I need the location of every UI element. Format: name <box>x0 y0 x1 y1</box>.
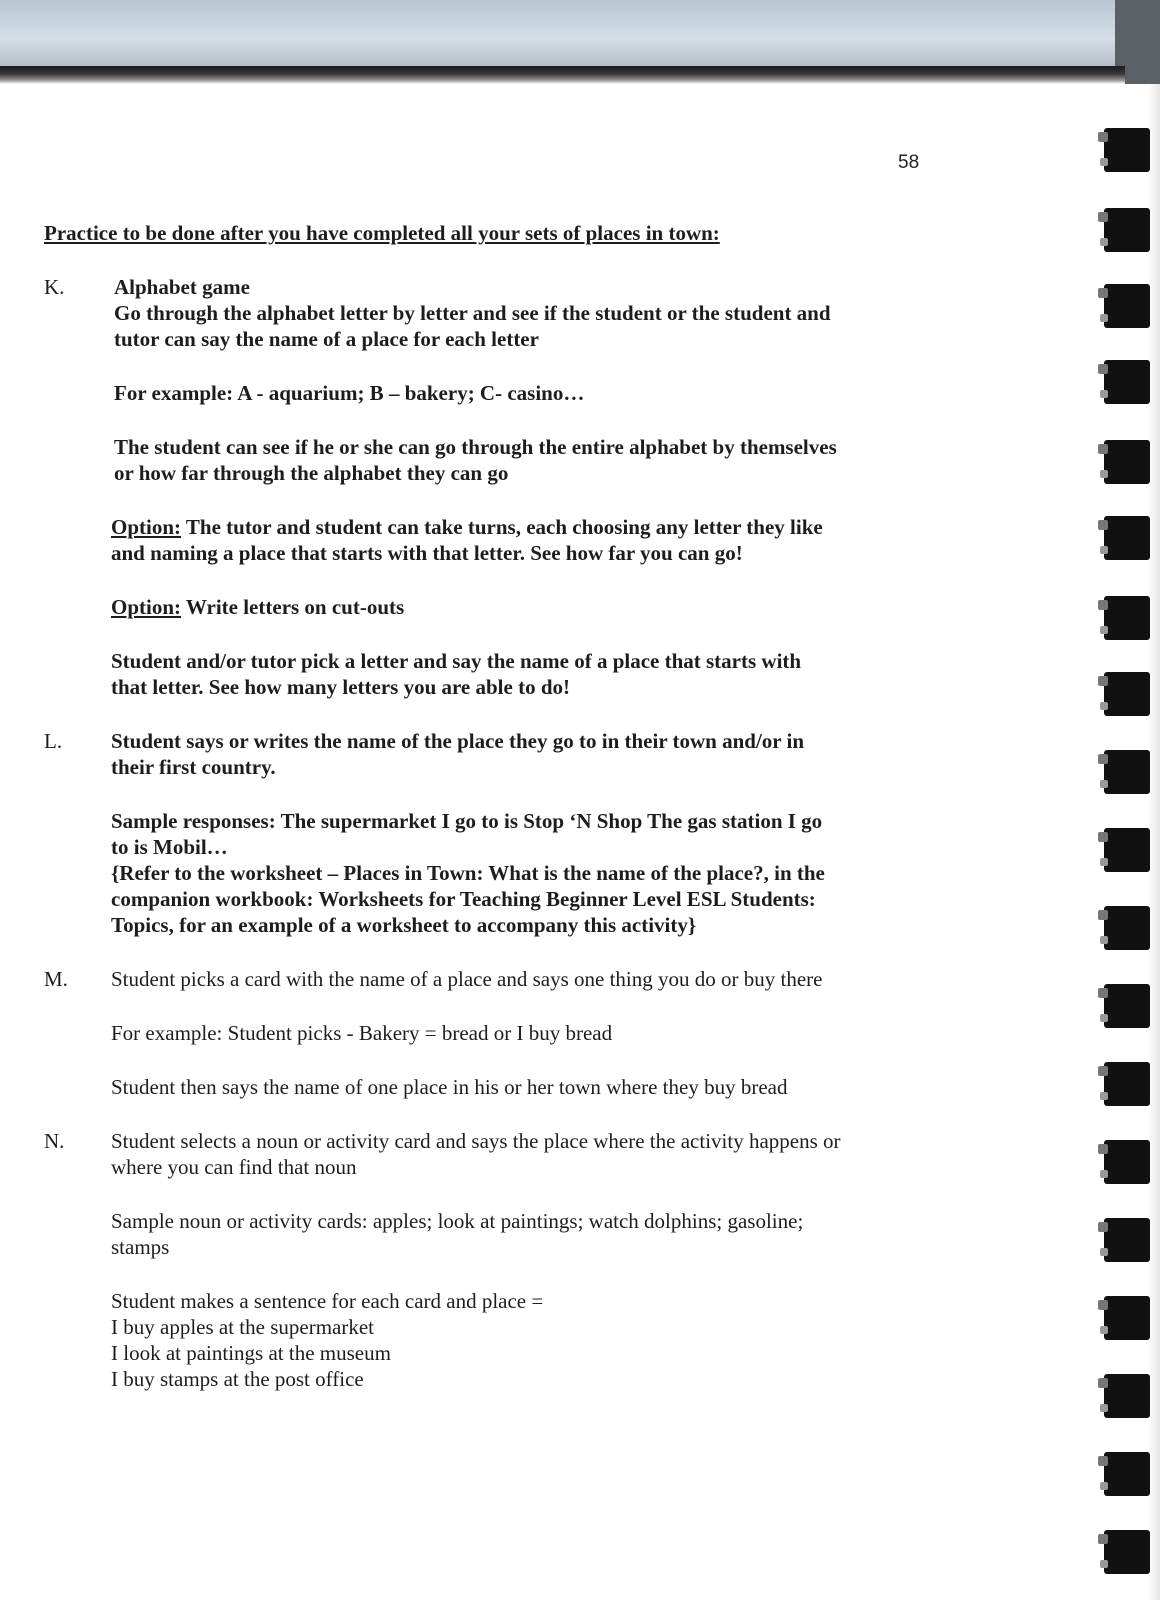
item-marker-l: L. <box>44 729 63 753</box>
item-l-refer: companion workbook: Worksheets for Teaching Beginner Level ESL Students: <box>111 887 816 911</box>
binding-coil <box>1104 1530 1150 1574</box>
item-marker-m: M. <box>44 967 68 991</box>
binding-coil <box>1104 750 1150 794</box>
binding-coil <box>1104 1296 1150 1340</box>
section-heading: Practice to be done after you have completed all your sets of places in town: <box>44 221 720 245</box>
binding-coil <box>1104 516 1150 560</box>
binding-coil <box>1104 440 1150 484</box>
spiral-binding <box>1104 84 1160 1600</box>
page-number: 58 <box>898 152 920 173</box>
item-k-title: Alphabet game <box>114 275 250 299</box>
item-k-text: The student can see if he or she can go through the entire alphabet by themselves <box>114 435 837 459</box>
item-k-text: tutor can say the name of a place for each letter <box>114 327 539 351</box>
item-m-text: Student picks a card with the name of a place and says one thing you do or buy there <box>111 967 823 991</box>
item-l-text: their first country. <box>111 755 276 779</box>
binding-coil <box>1104 828 1150 872</box>
option-text: Write letters on cut-outs <box>181 595 405 619</box>
page-top-edge <box>0 66 1125 84</box>
item-k-option <box>111 514 823 540</box>
binding-coil <box>1104 1218 1150 1262</box>
item-k-example: For example: A - aquarium; B – bakery; C- casino… <box>114 381 585 405</box>
item-k-text: Student and/or tutor pick a letter and say the name of a place that starts with <box>111 649 802 673</box>
item-l-text: Student says or writes the name of the place they go to in their town and/or in <box>111 729 804 753</box>
option-text: The tutor and student can take turns, each choosing any letter they like <box>181 515 823 539</box>
binding-coil <box>1104 596 1150 640</box>
item-k-text: or how far through the alphabet they can go <box>114 461 509 485</box>
item-k-option-text: and naming a place that starts with that letter. See how far you can go! <box>111 541 743 565</box>
binding-coil <box>1104 1452 1150 1496</box>
item-n-text: Student selects a noun or activity card and says the place where the activity happens or <box>111 1129 841 1153</box>
binding-coil <box>1104 360 1150 404</box>
item-n-sample: stamps <box>111 1235 170 1259</box>
item-n-sample: Sample noun or activity cards: apples; look at paintings; watch dolphins; gasoline; <box>111 1209 804 1233</box>
option-label: Option: <box>111 515 182 539</box>
binding-coil <box>1104 1140 1150 1184</box>
item-marker-k: K. <box>44 275 65 299</box>
item-k-text: Go through the alphabet letter by letter and see if the student or the student and <box>114 301 831 325</box>
binding-coil <box>1104 1374 1150 1418</box>
item-k-text: that letter. See how many letters you are able to do! <box>111 675 571 699</box>
binding-coil <box>1104 284 1150 328</box>
binding-coil <box>1104 128 1150 172</box>
item-l-refer: Topics, for an example of a worksheet to accompany this activity} <box>111 913 697 937</box>
item-n-sentence: Student makes a sentence for each card and place = <box>111 1289 544 1313</box>
binding-coil <box>1104 672 1150 716</box>
item-n-text: where you can find that noun <box>111 1155 357 1179</box>
item-m-example: For example: Student picks - Bakery = bread or I buy bread <box>111 1021 613 1045</box>
item-m-text: Student then says the name of one place in his or her town where they buy bread <box>111 1075 788 1099</box>
item-l-refer: {Refer to the worksheet – Places in Town: What is the name of the place?, in the <box>111 861 825 885</box>
item-marker-n: N. <box>44 1129 65 1153</box>
binding-coil <box>1104 208 1150 252</box>
item-k-option <box>111 594 404 620</box>
binding-coil <box>1104 1062 1150 1106</box>
item-n-sentence: I look at paintings at the museum <box>111 1341 391 1365</box>
item-l-sample: Sample responses: The supermarket I go to is Stop ‘N Shop The gas station I go <box>111 809 823 833</box>
item-l-sample: to is Mobil… <box>111 835 228 859</box>
binding-coil <box>1104 906 1150 950</box>
item-n-sentence: I buy stamps at the post office <box>111 1367 364 1391</box>
option-label: Option: <box>111 595 182 619</box>
scan-background <box>0 0 1160 72</box>
item-n-sentence: I buy apples at the supermarket <box>111 1315 374 1339</box>
binding-coil <box>1104 984 1150 1028</box>
